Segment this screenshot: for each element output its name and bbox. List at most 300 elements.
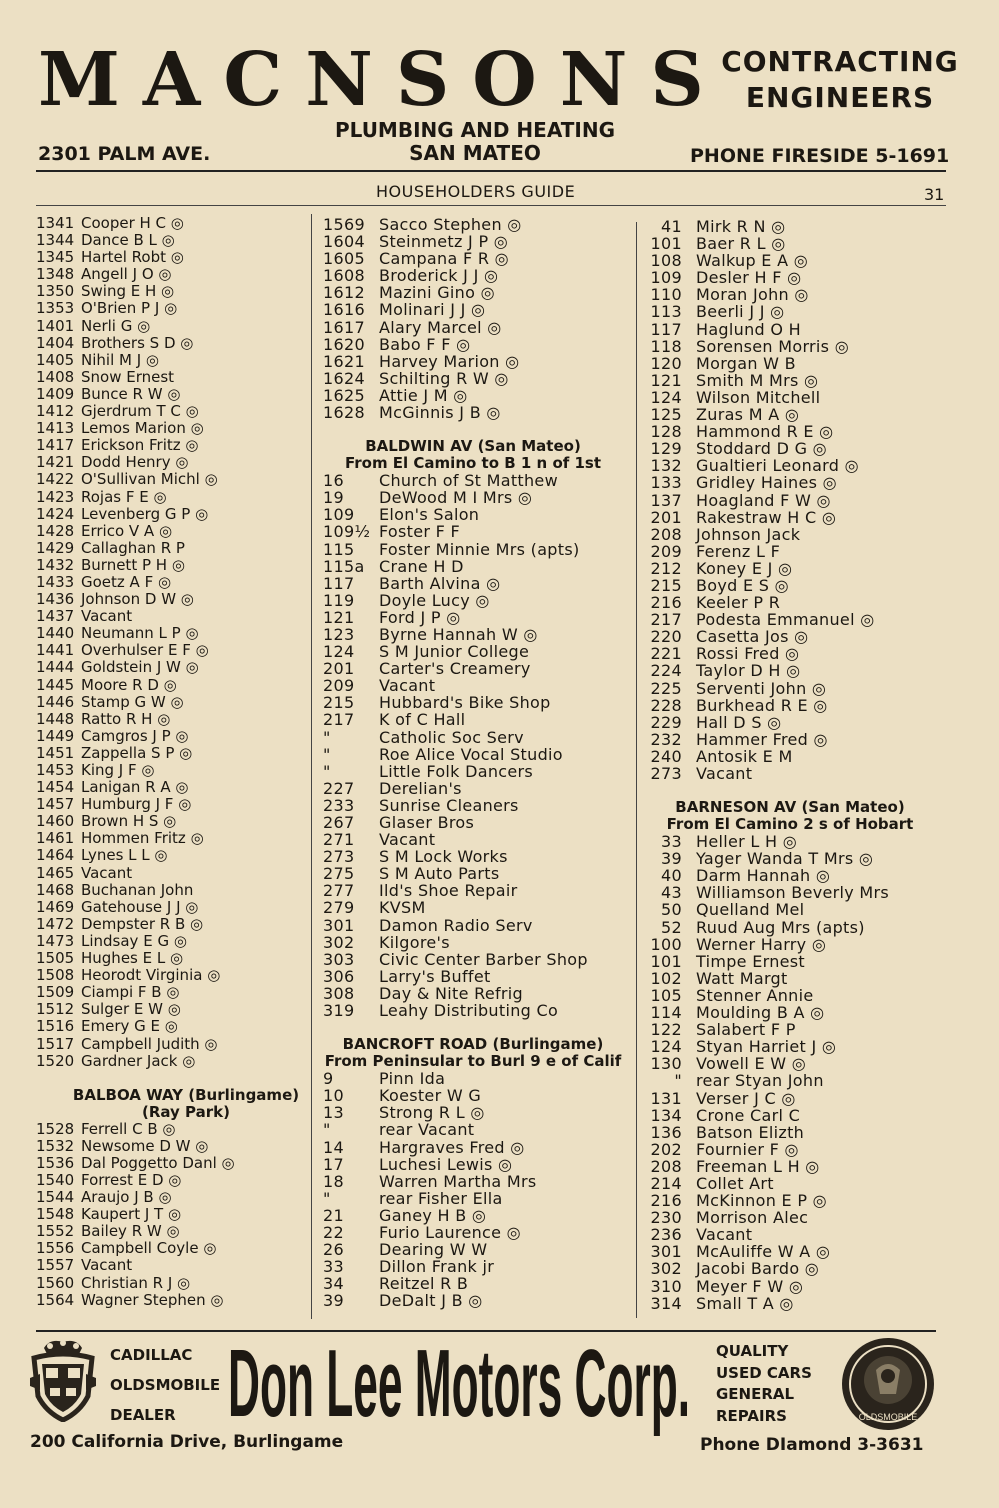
house-number: 1532 bbox=[36, 1136, 75, 1155]
house-number: 133 bbox=[650, 473, 682, 493]
resident-name: Wagner Stephen ◎ bbox=[81, 1290, 224, 1309]
resident-name: Christian R J ◎ bbox=[81, 1273, 191, 1292]
house-number: 100 bbox=[650, 934, 682, 954]
section-gap bbox=[640, 782, 940, 799]
section-gap bbox=[36, 1070, 336, 1087]
resident-name: Newsome D W ◎ bbox=[81, 1136, 209, 1155]
house-number: 22 bbox=[323, 1222, 344, 1242]
house-number: 109 bbox=[650, 268, 682, 288]
house-number: 1556 bbox=[36, 1239, 75, 1258]
listing-row bbox=[36, 1121, 336, 1138]
house-number: 137 bbox=[650, 490, 682, 510]
resident-name: Broderick J J ◎ bbox=[379, 266, 499, 286]
resident-name: Campbell Judith ◎ bbox=[81, 1034, 218, 1053]
house-number: 308 bbox=[323, 983, 355, 1003]
resident-name: rear Vacant bbox=[379, 1120, 475, 1140]
house-number: 1608 bbox=[323, 266, 365, 286]
resident-name: Molinari J J ◎ bbox=[379, 300, 486, 320]
street-heading: (Ray Park) bbox=[141, 1102, 230, 1121]
listing-row bbox=[640, 1260, 940, 1277]
house-number: 109 bbox=[323, 505, 355, 525]
resident-name: Larry's Buffet bbox=[379, 966, 491, 986]
resident-name: Small T A ◎ bbox=[696, 1293, 794, 1313]
resident-name: Salabert F P bbox=[696, 1020, 796, 1040]
listing-row bbox=[640, 936, 940, 953]
listing-row bbox=[640, 1090, 940, 1107]
house-number: 1560 bbox=[36, 1273, 75, 1292]
house-number: 273 bbox=[323, 847, 355, 867]
house-number: 129 bbox=[650, 439, 682, 459]
resident-name: Nihil M J ◎ bbox=[81, 350, 159, 369]
house-number: 1350 bbox=[36, 282, 75, 301]
ad-services bbox=[716, 1341, 812, 1427]
listing-row bbox=[323, 729, 623, 746]
ad-service-used-cars: USED CARS bbox=[716, 1363, 812, 1382]
house-number: 301 bbox=[650, 1242, 682, 1262]
house-number: 102 bbox=[650, 968, 682, 988]
listing-row bbox=[640, 901, 940, 918]
directory-column-3 bbox=[640, 218, 940, 1312]
resident-name: Ratto R H ◎ bbox=[81, 709, 171, 728]
listing-row bbox=[323, 763, 623, 780]
listing-row bbox=[323, 1224, 623, 1241]
ad-brand-dealer: DEALER bbox=[110, 1406, 176, 1424]
resident-name: Rossi Fred ◎ bbox=[696, 644, 800, 664]
column-divider bbox=[636, 222, 637, 1318]
listing-row bbox=[640, 1158, 940, 1175]
house-number: 117 bbox=[650, 319, 682, 339]
house-number: 1505 bbox=[36, 949, 75, 968]
house-number: " bbox=[323, 727, 331, 747]
listing-row bbox=[323, 575, 623, 592]
listing-row bbox=[640, 440, 940, 457]
ad-company-name bbox=[228, 1320, 694, 1436]
resident-name: S M Junior College bbox=[379, 642, 530, 662]
house-number: 1509 bbox=[36, 983, 75, 1002]
house-number: 1404 bbox=[36, 333, 75, 352]
listing-row bbox=[640, 1226, 940, 1243]
house-number: 201 bbox=[323, 659, 355, 679]
house-number: 124 bbox=[650, 1037, 682, 1057]
listing-row bbox=[36, 437, 336, 454]
listing-row bbox=[36, 677, 336, 694]
listing-row bbox=[36, 847, 336, 864]
resident-name: Mirk R N ◎ bbox=[696, 217, 786, 236]
resident-name: Buchanan John bbox=[81, 880, 194, 899]
listing-row bbox=[640, 1107, 940, 1124]
listing-row bbox=[323, 711, 623, 728]
house-number: 1422 bbox=[36, 470, 75, 489]
resident-name: Elon's Salon bbox=[379, 505, 480, 525]
resident-name: Vacant bbox=[696, 764, 753, 783]
house-number: 115 bbox=[323, 539, 355, 559]
resident-name: Hammond R E ◎ bbox=[696, 422, 834, 442]
guide-title: HOUSEHOLDERS GUIDE bbox=[376, 182, 576, 201]
house-number: " bbox=[674, 1071, 682, 1091]
house-number: 41 bbox=[661, 217, 682, 236]
directory-column-1 bbox=[36, 215, 336, 1309]
listing-row bbox=[323, 353, 623, 370]
listing-row bbox=[323, 677, 623, 694]
resident-name: Doyle Lucy ◎ bbox=[379, 590, 490, 610]
resident-name: Podesta Emmanuel ◎ bbox=[696, 610, 875, 630]
house-number: 230 bbox=[650, 1208, 682, 1228]
resident-name: rear Fisher Ella bbox=[379, 1188, 503, 1208]
resident-name: Morgan W B bbox=[696, 353, 796, 373]
listing-row bbox=[323, 336, 623, 353]
resident-name: Hughes E L ◎ bbox=[81, 949, 184, 968]
listing-row bbox=[323, 848, 623, 865]
listing-row bbox=[323, 1104, 623, 1121]
resident-name: Nerli G ◎ bbox=[81, 316, 151, 335]
resident-name: Johnson D W ◎ bbox=[81, 590, 194, 609]
ad-company-text: Don Lee Motors Corp. bbox=[228, 1330, 690, 1436]
listing-row bbox=[36, 369, 336, 386]
listing-row bbox=[323, 1139, 623, 1156]
house-number: 1620 bbox=[323, 334, 365, 354]
resident-name: Church of St Matthew bbox=[379, 471, 558, 491]
house-number: 1564 bbox=[36, 1290, 75, 1309]
listing-row bbox=[640, 457, 940, 474]
page-number: 31 bbox=[924, 185, 945, 204]
resident-name: Roe Alice Vocal Studio bbox=[379, 744, 563, 764]
resident-name: Glaser Bros bbox=[379, 813, 475, 832]
house-number: 1544 bbox=[36, 1188, 75, 1207]
listing-row bbox=[640, 833, 940, 850]
listing-row bbox=[36, 557, 336, 574]
listing-row bbox=[640, 492, 940, 509]
house-number: 119 bbox=[323, 590, 355, 610]
listing-row bbox=[640, 338, 940, 355]
listing-row bbox=[36, 625, 336, 642]
house-number: 101 bbox=[650, 234, 682, 254]
listing-row bbox=[36, 608, 336, 625]
house-number: 214 bbox=[650, 1173, 682, 1193]
resident-name: Casetta Jos ◎ bbox=[696, 627, 809, 647]
listing-row bbox=[323, 934, 623, 951]
resident-name: Bunce R W ◎ bbox=[81, 384, 181, 403]
house-number: 1440 bbox=[36, 624, 75, 643]
resident-name: Ferenz L F bbox=[696, 541, 781, 561]
listing-row bbox=[640, 1243, 940, 1260]
resident-name: Civic Center Barber Shop bbox=[379, 949, 588, 969]
resident-name: Gatehouse J J ◎ bbox=[81, 897, 199, 916]
service-line-2: SAN MATEO bbox=[409, 141, 541, 165]
listing-row bbox=[640, 269, 940, 286]
house-number: 1472 bbox=[36, 914, 75, 933]
badge-text: OLDSMOBILE bbox=[858, 1412, 918, 1422]
house-number: 1353 bbox=[36, 299, 75, 318]
listing-row bbox=[36, 249, 336, 266]
resident-name: Leahy Distributing Co bbox=[379, 1001, 559, 1021]
house-number: 314 bbox=[650, 1293, 682, 1313]
resident-name: Verser J C ◎ bbox=[696, 1088, 796, 1108]
house-number: 50 bbox=[661, 900, 682, 920]
house-number: 1448 bbox=[36, 709, 75, 728]
listing-row bbox=[323, 284, 623, 301]
house-number: 275 bbox=[323, 864, 355, 884]
house-number: 43 bbox=[661, 883, 682, 903]
house-number: 224 bbox=[650, 661, 682, 681]
resident-name: Gualtieri Leonard ◎ bbox=[696, 456, 859, 476]
listing-row bbox=[640, 1021, 940, 1038]
resident-name: Meyer F W ◎ bbox=[696, 1276, 804, 1296]
resident-name: Campbell Coyle ◎ bbox=[81, 1239, 217, 1258]
resident-name: Zuras M A ◎ bbox=[696, 405, 800, 425]
resident-name: Day & Nite Refrig bbox=[379, 983, 524, 1003]
listing-row bbox=[323, 694, 623, 711]
house-number: 1464 bbox=[36, 846, 75, 865]
resident-name: Jacobi Bardo ◎ bbox=[696, 1259, 820, 1279]
listing-row bbox=[640, 303, 940, 320]
resident-name: Styan Harriet J ◎ bbox=[696, 1037, 837, 1057]
house-number: 1412 bbox=[36, 402, 75, 421]
listing-row bbox=[323, 489, 623, 506]
resident-name: Williamson Beverly Mrs bbox=[696, 883, 890, 903]
resident-name: O'Sullivan Michl ◎ bbox=[81, 470, 218, 489]
house-number: 267 bbox=[323, 813, 355, 832]
listing-row bbox=[36, 420, 336, 437]
resident-name: Sorensen Morris ◎ bbox=[696, 336, 849, 356]
listing-row bbox=[36, 984, 336, 1001]
ad-address: 200 California Drive, Burlingame bbox=[30, 1432, 344, 1452]
listing-row bbox=[36, 352, 336, 369]
house-number: 10 bbox=[323, 1086, 344, 1106]
resident-name: Ciampi F B ◎ bbox=[81, 983, 180, 1002]
listing-row bbox=[36, 232, 336, 249]
listing-row bbox=[640, 748, 940, 765]
resident-name: Dempster R B ◎ bbox=[81, 914, 204, 933]
house-number: 1429 bbox=[36, 538, 75, 557]
listing-row bbox=[36, 1172, 336, 1189]
resident-name: Crone Carl C bbox=[696, 1105, 801, 1125]
resident-name: Freeman L H ◎ bbox=[696, 1156, 820, 1176]
house-number: 1417 bbox=[36, 436, 75, 455]
tagline-line-2: ENGINEERS bbox=[745, 81, 935, 114]
listing-row bbox=[36, 642, 336, 659]
listing-row bbox=[323, 865, 623, 882]
house-number: 220 bbox=[650, 627, 682, 647]
resident-name: Lindsay E G ◎ bbox=[81, 931, 187, 950]
listing-row bbox=[36, 1018, 336, 1035]
resident-name: Fournier F ◎ bbox=[696, 1139, 799, 1159]
house-number: 16 bbox=[323, 471, 344, 491]
listing-row bbox=[323, 558, 623, 575]
listing-row bbox=[323, 899, 623, 916]
house-number: 52 bbox=[661, 917, 682, 937]
resident-name: Snow Ernest bbox=[81, 367, 175, 386]
listing-row bbox=[640, 594, 940, 611]
listing-row bbox=[640, 389, 940, 406]
listing-row bbox=[36, 454, 336, 471]
house-number: 1445 bbox=[36, 675, 75, 694]
directory-column-2 bbox=[323, 216, 623, 1309]
resident-name: Ild's Shoe Repair bbox=[379, 881, 518, 901]
resident-name: Campana F R ◎ bbox=[379, 249, 509, 269]
resident-name: Crane H D bbox=[379, 556, 464, 576]
resident-name: Dillon Frank jr bbox=[379, 1257, 495, 1277]
listing-row bbox=[323, 626, 623, 643]
listing-row bbox=[36, 882, 336, 899]
resident-name: Vacant bbox=[379, 830, 436, 850]
house-number: 208 bbox=[650, 1156, 682, 1176]
house-number: 1408 bbox=[36, 367, 75, 386]
house-number: 1512 bbox=[36, 1000, 75, 1019]
resident-name: Derelian's bbox=[379, 778, 462, 798]
listing-row bbox=[323, 1002, 623, 1019]
listing-row bbox=[323, 814, 623, 831]
section-gap bbox=[323, 1019, 623, 1036]
resident-name: Zappella S P ◎ bbox=[81, 743, 193, 762]
resident-name: Forrest E D ◎ bbox=[81, 1170, 182, 1189]
resident-name: Erickson Fritz ◎ bbox=[81, 436, 199, 455]
street-heading: BANCROFT ROAD (Burlingame) bbox=[342, 1035, 604, 1054]
listing-row bbox=[640, 1295, 940, 1312]
house-number: 303 bbox=[323, 949, 355, 969]
listing-row bbox=[36, 1053, 336, 1070]
house-number: 14 bbox=[323, 1137, 344, 1157]
listing-row bbox=[36, 694, 336, 711]
listing-row bbox=[640, 474, 940, 491]
resident-name: Bailey R W ◎ bbox=[81, 1222, 180, 1241]
house-number: 1517 bbox=[36, 1034, 75, 1053]
listing-row bbox=[640, 970, 940, 987]
house-number: 1465 bbox=[36, 863, 75, 882]
resident-name: Gardner Jack ◎ bbox=[81, 1051, 196, 1070]
house-number: 1424 bbox=[36, 504, 75, 523]
house-number: 122 bbox=[650, 1020, 682, 1040]
listing-row bbox=[640, 1141, 940, 1158]
listing-row bbox=[323, 609, 623, 626]
house-number: 229 bbox=[650, 712, 682, 732]
listing-row bbox=[323, 301, 623, 318]
resident-name: Wilson Mitchell bbox=[696, 387, 821, 407]
header-phone: PHONE FIRESIDE 5-1691 bbox=[690, 145, 950, 167]
listing-row bbox=[36, 489, 336, 506]
resident-name: Stamp G W ◎ bbox=[81, 692, 184, 711]
resident-name: Vacant bbox=[379, 676, 436, 696]
resident-name: O'Brien P J ◎ bbox=[81, 299, 178, 318]
listing-row bbox=[640, 645, 940, 662]
resident-name: DeDalt J B ◎ bbox=[379, 1291, 483, 1311]
house-number: 279 bbox=[323, 898, 355, 918]
listing-row bbox=[323, 1292, 623, 1309]
resident-name: Burkhead R E ◎ bbox=[696, 695, 828, 715]
listing-row bbox=[640, 1175, 940, 1192]
resident-name: Brown H S ◎ bbox=[81, 812, 177, 831]
house-number: 1536 bbox=[36, 1153, 75, 1172]
ad-phone: Phone DIamond 3-3631 bbox=[700, 1435, 924, 1455]
resident-name: Errico V A ◎ bbox=[81, 521, 173, 540]
house-number: 1449 bbox=[36, 726, 75, 745]
listing-row bbox=[640, 1192, 940, 1209]
resident-name: Smith M Mrs ◎ bbox=[696, 370, 819, 390]
listing-row bbox=[640, 919, 940, 936]
house-number: 302 bbox=[650, 1259, 682, 1279]
listing-row bbox=[36, 591, 336, 608]
listing-row bbox=[36, 335, 336, 352]
resident-name: Angell J O ◎ bbox=[81, 265, 172, 284]
resident-name: Darm Hannah ◎ bbox=[696, 866, 831, 886]
house-number: 101 bbox=[650, 951, 682, 971]
resident-name: Collet Art bbox=[696, 1173, 774, 1193]
house-number: 1624 bbox=[323, 368, 365, 388]
listing-row bbox=[640, 355, 940, 372]
house-number: 215 bbox=[323, 693, 355, 713]
resident-name: Damon Radio Serv bbox=[379, 915, 533, 935]
house-number: 1444 bbox=[36, 658, 75, 677]
house-number: 117 bbox=[323, 573, 355, 593]
house-number: 124 bbox=[323, 642, 355, 662]
resident-name: Warren Martha Mrs bbox=[379, 1171, 537, 1191]
resident-name: Furio Laurence ◎ bbox=[379, 1222, 521, 1242]
listing-row bbox=[640, 867, 940, 884]
house-number: 273 bbox=[650, 764, 682, 783]
listing-row bbox=[640, 543, 940, 560]
house-number: 108 bbox=[650, 251, 682, 271]
house-number: 1421 bbox=[36, 453, 75, 472]
listing-row bbox=[640, 560, 940, 577]
listing-row bbox=[640, 509, 940, 526]
service-line-1: PLUMBING AND HEATING bbox=[335, 118, 615, 142]
house-number: 1625 bbox=[323, 385, 365, 405]
listing-row bbox=[36, 1189, 336, 1206]
resident-name: Foster F F bbox=[379, 522, 461, 542]
house-number: 212 bbox=[650, 558, 682, 578]
ad-service-repairs: REPAIRS bbox=[716, 1406, 787, 1425]
house-number: 26 bbox=[323, 1240, 344, 1260]
house-number: " bbox=[323, 744, 331, 764]
listing-row bbox=[323, 250, 623, 267]
resident-name: Mazini Gino ◎ bbox=[379, 283, 495, 303]
listing-row bbox=[36, 779, 336, 796]
resident-name: Foster Minnie Mrs (apts) bbox=[379, 539, 580, 559]
listing-row bbox=[640, 731, 940, 748]
house-number: 1569 bbox=[323, 215, 365, 234]
house-number: 33 bbox=[323, 1257, 344, 1277]
house-number: 17 bbox=[323, 1154, 344, 1174]
listing-row bbox=[323, 216, 623, 233]
listing-row bbox=[36, 1257, 336, 1274]
resident-name: Ganey H B ◎ bbox=[379, 1205, 487, 1225]
house-number: 21 bbox=[323, 1205, 344, 1225]
house-number: 306 bbox=[323, 966, 355, 986]
listing-row bbox=[36, 1275, 336, 1292]
house-number: 34 bbox=[323, 1274, 344, 1294]
listing-row bbox=[323, 1275, 623, 1292]
resident-name: Johnson Jack bbox=[696, 524, 801, 544]
house-number: 1446 bbox=[36, 692, 75, 711]
listing-row bbox=[640, 526, 940, 543]
listing-row bbox=[640, 1278, 940, 1295]
listing-row bbox=[323, 831, 623, 848]
house-number: 302 bbox=[323, 932, 355, 952]
listing-row bbox=[323, 267, 623, 284]
street-heading: From Peninsular to Burl 9 e of Calif bbox=[324, 1052, 622, 1071]
house-number: 1508 bbox=[36, 966, 75, 985]
listing-row bbox=[323, 1156, 623, 1173]
listing-row bbox=[323, 370, 623, 387]
listing-row bbox=[36, 728, 336, 745]
listing-row bbox=[36, 762, 336, 779]
house-number: 1628 bbox=[323, 403, 365, 423]
listing-row bbox=[36, 745, 336, 762]
guide-rule bbox=[36, 205, 946, 206]
house-number: 124 bbox=[650, 387, 682, 407]
resident-name: Watt Margt bbox=[696, 968, 788, 988]
resident-name: S M Auto Parts bbox=[379, 864, 500, 884]
house-number: 121 bbox=[323, 607, 355, 627]
